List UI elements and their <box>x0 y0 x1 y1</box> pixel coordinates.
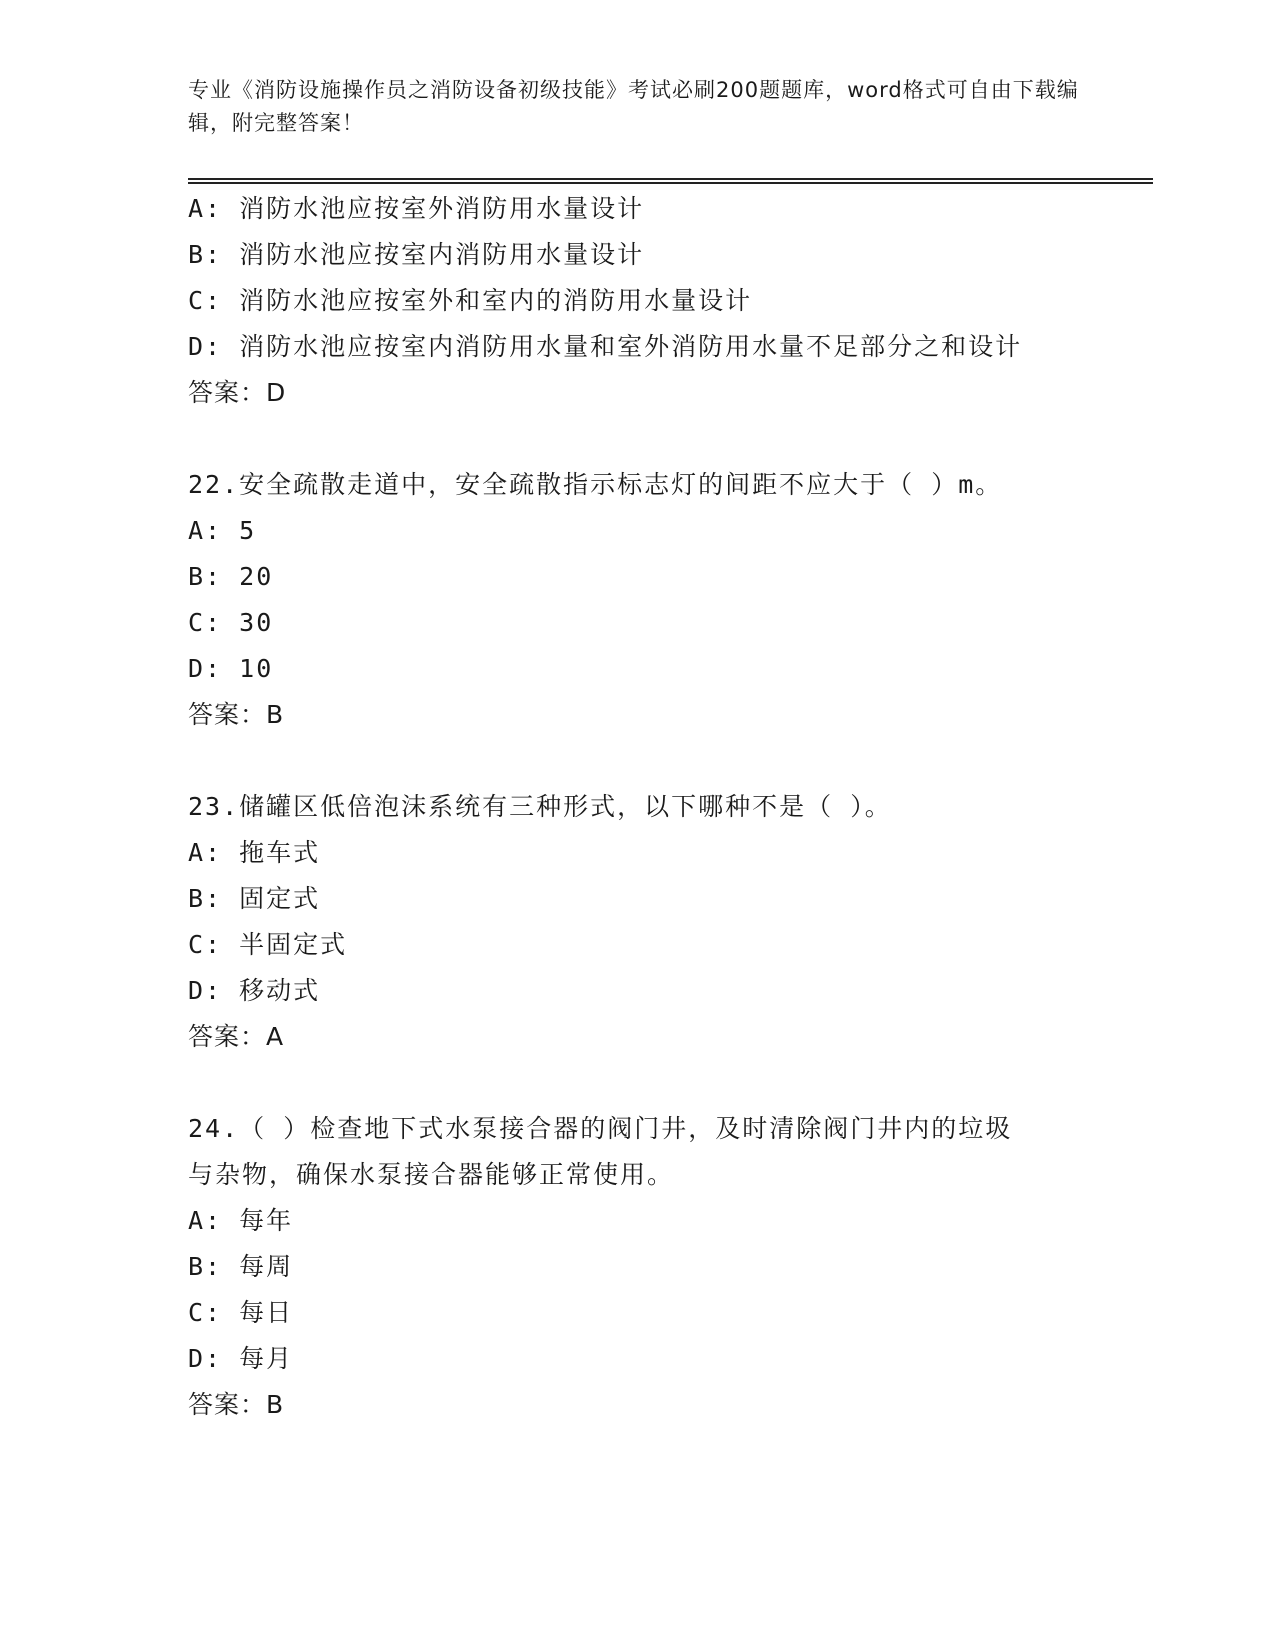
option-c: C: 每日 <box>188 1298 294 1327</box>
option-b: B: 20 <box>188 562 274 591</box>
header-divider-bottom <box>188 182 1153 184</box>
option-d: D: 移动式 <box>188 976 321 1005</box>
question-stem: 22.安全疏散走道中，安全疏散指示标志灯的间距不应大于（ ）m。 <box>188 470 1003 499</box>
question-24 <box>188 1106 1088 1428</box>
option-c: C: 30 <box>188 608 274 637</box>
question-list <box>188 186 1088 1428</box>
question-21 <box>188 186 1088 416</box>
option-c: C: 消防水池应按室外和室内的消防用水量设计 <box>188 286 753 315</box>
option-b: B: 每周 <box>188 1252 294 1281</box>
answer: 答案：D <box>188 378 287 407</box>
option-d: D: 10 <box>188 654 274 683</box>
option-a: A: 拖车式 <box>188 838 321 867</box>
answer: 答案：B <box>188 1390 285 1419</box>
option-a: A: 消防水池应按室外消防用水量设计 <box>188 194 645 223</box>
header-divider-top <box>188 178 1153 180</box>
answer: 答案：A <box>188 1022 285 1051</box>
question-stem-line-2: 与杂物，确保水泵接合器能够正常使用。 <box>188 1160 675 1189</box>
option-a: A: 每年 <box>188 1206 294 1235</box>
answer: 答案：B <box>188 700 285 729</box>
option-c: C: 半固定式 <box>188 930 348 959</box>
option-b: B: 消防水池应按室内消防用水量设计 <box>188 240 645 269</box>
question-23 <box>188 784 1088 1060</box>
option-b: B: 固定式 <box>188 884 321 913</box>
option-a: A: 5 <box>188 516 257 545</box>
question-stem-line-1: 24.（ ）检查地下式水泵接合器的阀门井，及时清除阀门井内的垃圾 <box>188 1114 1013 1143</box>
document-header: 专业《消防设施操作员之消防设备初级技能》考试必刷200题题库，word格式可自由下载编辑，附完整答案！ <box>188 78 1079 135</box>
option-d: D: 消防水池应按室内消防用水量和室外消防用水量不足部分之和设计 <box>188 332 1023 361</box>
question-22 <box>188 462 1088 738</box>
question-stem: 23.储罐区低倍泡沫系统有三种形式，以下哪种不是（ ）。 <box>188 792 892 821</box>
option-d: D: 每月 <box>188 1344 294 1373</box>
